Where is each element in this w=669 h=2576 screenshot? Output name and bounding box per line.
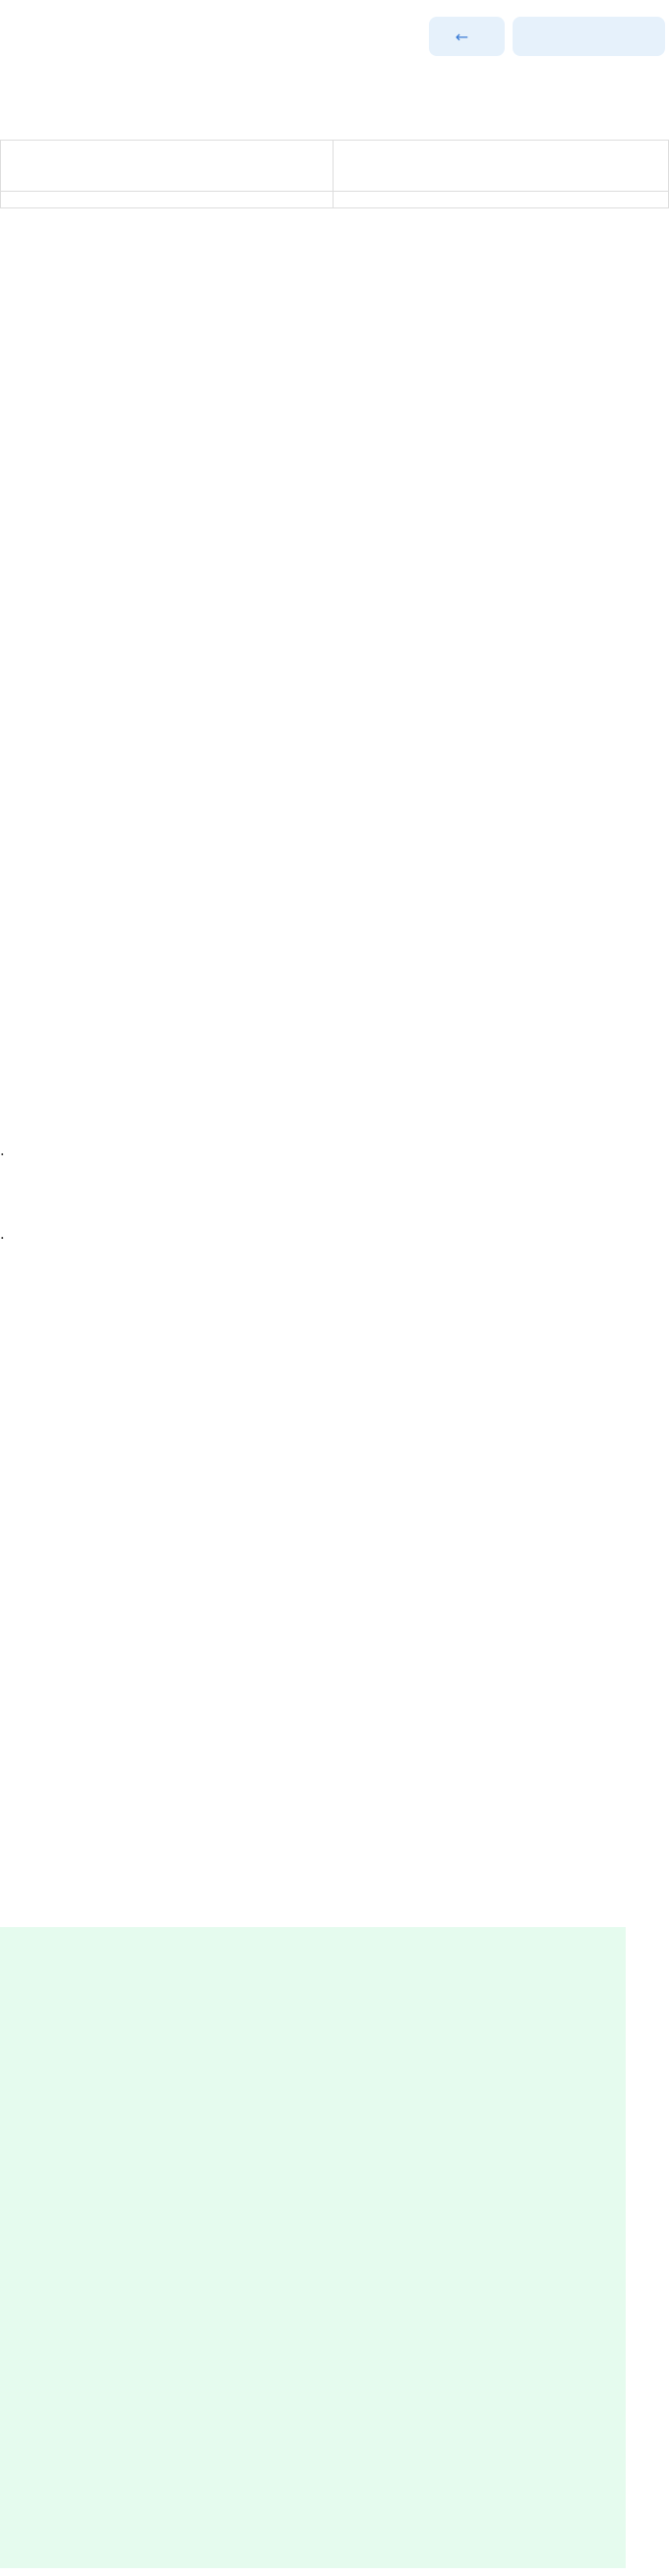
analysis-plan-table [0, 140, 669, 208]
column-header-complex [334, 141, 669, 192]
arrow-left-icon: ← [455, 27, 469, 46]
page-header [0, 0, 669, 71]
simple-sentence-cell [1, 192, 334, 208]
complex-sentence-cell [334, 192, 669, 208]
part-1-line: . [0, 1143, 5, 1159]
column-header-simple [1, 141, 334, 192]
part-2-line: . [0, 1227, 5, 1243]
highlighted-answer-block [0, 1927, 626, 2568]
all-exercises-button[interactable] [513, 17, 665, 56]
previous-exercise-button[interactable] [429, 17, 505, 56]
